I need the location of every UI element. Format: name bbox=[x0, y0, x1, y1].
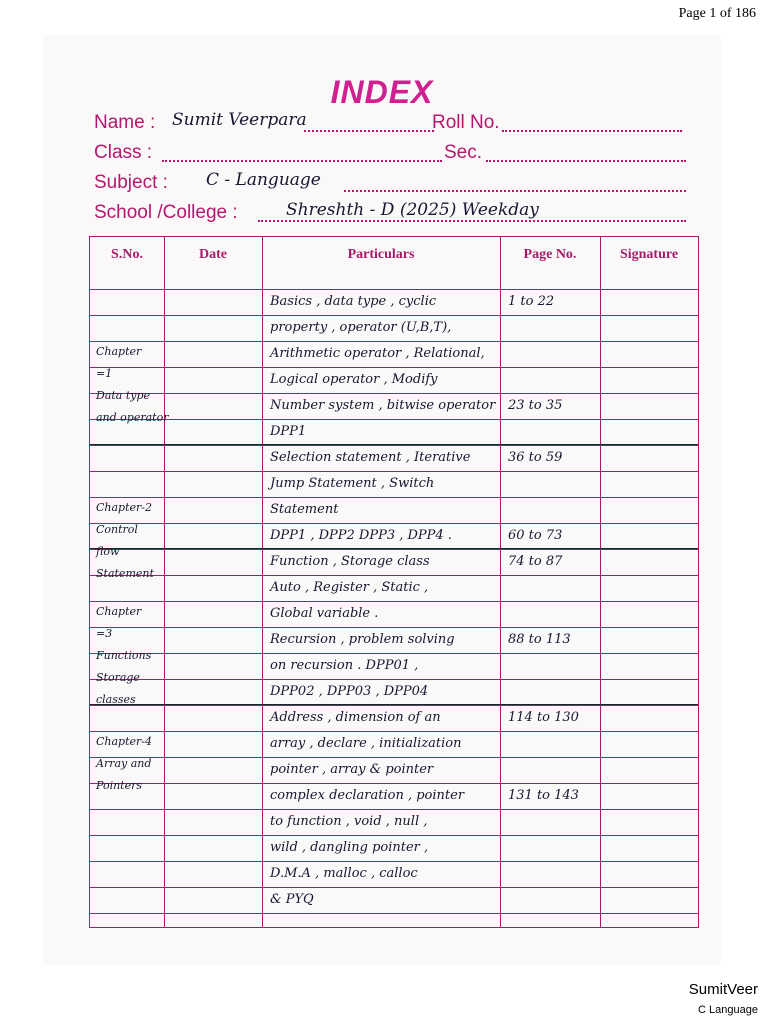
header-signature: Signature bbox=[619, 247, 679, 262]
particulars-line: pointer , array & pointer bbox=[270, 762, 434, 777]
chapter-label: Array and bbox=[96, 757, 152, 770]
page-range: 36 to 59 bbox=[508, 450, 563, 465]
class-field bbox=[94, 142, 688, 170]
particulars-line: D.M.A , malloc , calloc bbox=[270, 866, 418, 881]
row-rule bbox=[90, 757, 698, 758]
school-value: Shreshth - D (2025) Weekday bbox=[286, 200, 539, 220]
row-rule bbox=[90, 601, 698, 602]
particulars-line: Address , dimension of an bbox=[270, 710, 441, 725]
particulars-line: & PYQ bbox=[270, 892, 314, 907]
row-rule bbox=[90, 471, 698, 472]
particulars-line: Jump Statement , Switch bbox=[270, 476, 435, 491]
chapter-label: Chapter bbox=[96, 345, 142, 358]
header-particulars: Particulars bbox=[347, 247, 415, 262]
particulars-line: Global variable . bbox=[270, 606, 379, 621]
particulars-line: DPP02 , DPP03 , DPP04 bbox=[270, 684, 429, 699]
page-range: 114 to 130 bbox=[508, 710, 579, 725]
row-rule bbox=[90, 653, 698, 654]
chapter-label: Chapter bbox=[96, 605, 142, 618]
school-label: School /College : bbox=[94, 202, 238, 223]
header-page-no: Page No. bbox=[523, 247, 577, 262]
row-rule bbox=[90, 315, 698, 316]
header-date: Date bbox=[199, 247, 227, 262]
chapter-label: classes bbox=[96, 693, 136, 706]
chapter-separator bbox=[90, 548, 698, 549]
scanned-index-page bbox=[44, 36, 720, 964]
particulars-line: wild , dangling pointer , bbox=[270, 840, 429, 855]
roll-label: Roll No. bbox=[432, 112, 500, 133]
particulars-line: Number system , bitwise operator bbox=[270, 398, 496, 413]
particulars-line: Recursion , problem solving bbox=[270, 632, 455, 647]
row-rule bbox=[90, 341, 698, 342]
sec-dots bbox=[486, 142, 686, 162]
row-rule bbox=[90, 419, 698, 420]
row-rule bbox=[90, 549, 698, 550]
chapter-label: Chapter-2 bbox=[96, 501, 153, 514]
chapter-separator bbox=[90, 704, 698, 705]
row-rule bbox=[90, 523, 698, 524]
particulars-line: array , declare , initialization bbox=[270, 736, 462, 751]
school-field bbox=[94, 202, 688, 230]
chapter-label: Data type bbox=[96, 389, 151, 402]
row-rule bbox=[90, 445, 698, 446]
chapter-label: Storage bbox=[96, 671, 140, 684]
row-rule bbox=[90, 809, 698, 810]
footer-author: SumitVeer bbox=[688, 981, 758, 998]
class-label: Class : bbox=[94, 142, 153, 163]
row-rule bbox=[90, 835, 698, 836]
chapter-label: and operator bbox=[96, 411, 169, 424]
page-range: 74 to 87 bbox=[508, 554, 563, 569]
row-rule bbox=[90, 731, 698, 732]
row-rule bbox=[90, 497, 698, 498]
page-range: 88 to 113 bbox=[508, 632, 571, 647]
row-rule bbox=[90, 887, 698, 888]
particulars-line: Function , Storage class bbox=[270, 554, 430, 569]
row-rule bbox=[90, 393, 698, 394]
row-rule bbox=[90, 679, 698, 680]
chapter-separator bbox=[90, 444, 698, 445]
row-rule bbox=[90, 575, 698, 576]
row-rule bbox=[90, 367, 698, 368]
chapter-label: Pointers bbox=[96, 779, 143, 792]
chapter-label: =3 bbox=[96, 627, 113, 640]
particulars-line: property , operator (U,B,T), bbox=[270, 320, 452, 335]
page-range: 1 to 22 bbox=[508, 294, 555, 309]
row-rule bbox=[90, 289, 698, 290]
row-rule bbox=[90, 705, 698, 706]
page-range: 131 to 143 bbox=[508, 788, 579, 803]
particulars-line: DPP1 bbox=[270, 424, 307, 439]
header-sno: S.No. bbox=[111, 247, 143, 262]
particulars-line: DPP1 , DPP2 DPP3 , DPP4 . bbox=[270, 528, 452, 543]
roll-dots bbox=[502, 112, 682, 132]
chapter-label: flow bbox=[96, 545, 120, 558]
chapter-label: =1 bbox=[96, 367, 113, 380]
page-range: 23 to 35 bbox=[508, 398, 563, 413]
page-counter: Page 1 of 186 bbox=[678, 6, 756, 21]
particulars-line: Arithmetic operator , Relational, bbox=[270, 346, 485, 361]
page-title: INDEX bbox=[330, 74, 434, 110]
footer-subject: C Language bbox=[698, 1004, 758, 1016]
name-field bbox=[94, 112, 684, 140]
row-rule bbox=[90, 783, 698, 784]
subject-field bbox=[94, 172, 688, 200]
particulars-line: complex declaration , pointer bbox=[270, 788, 465, 803]
particulars-line: Statement bbox=[270, 502, 339, 517]
chapter-label: Control bbox=[96, 523, 138, 536]
name-value: Sumit Veerpara bbox=[172, 110, 307, 130]
subject-label: Subject : bbox=[94, 172, 168, 193]
particulars-line: to function , void , null , bbox=[270, 814, 428, 829]
row-rule bbox=[90, 861, 698, 862]
particulars-line: on recursion . DPP01 , bbox=[270, 658, 419, 673]
particulars-line: Logical operator , Modify bbox=[270, 372, 438, 387]
row-rule bbox=[90, 627, 698, 628]
name-label: Name : bbox=[94, 112, 156, 133]
name-dots bbox=[304, 112, 434, 132]
subject-value: C - Language bbox=[206, 170, 321, 190]
page-range: 60 to 73 bbox=[508, 528, 563, 543]
sec-label: Sec. bbox=[444, 142, 483, 163]
particulars-line: Selection statement , Iterative bbox=[270, 450, 471, 465]
index-table bbox=[89, 236, 699, 928]
chapter-label: Statement bbox=[96, 567, 154, 580]
row-rule bbox=[90, 913, 698, 914]
particulars-line: Auto , Register , Static , bbox=[270, 580, 429, 595]
subject-dots bbox=[344, 172, 686, 192]
chapter-label: Functions bbox=[96, 649, 152, 662]
particulars-line: Basics , data type , cyclic bbox=[270, 294, 437, 309]
chapter-label: Chapter-4 bbox=[96, 735, 153, 748]
class-dots bbox=[162, 142, 442, 162]
